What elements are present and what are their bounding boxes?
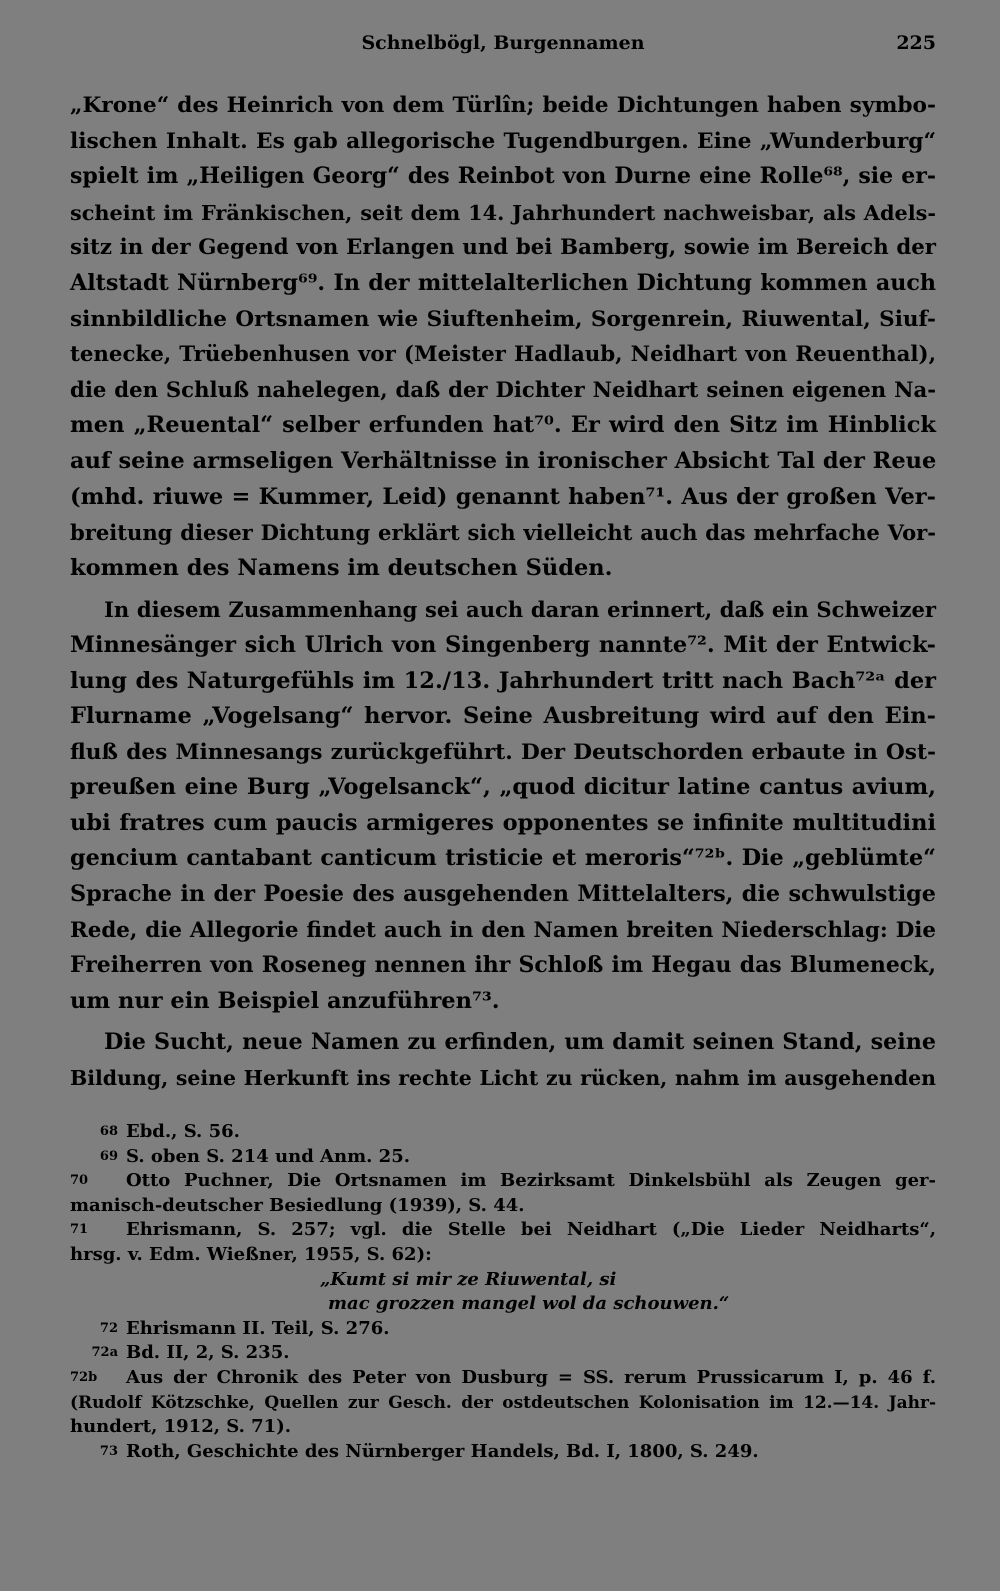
text-line: gencium cantabant canticum tristicie et meroris“⁷²ᵇ. Die „geblümte“: [70, 845, 936, 872]
footnote-72b: [70, 1366, 936, 1391]
text-line: spielt im „Heiligen Georg“ des Reinbot von Durne eine Rolle⁶⁸, sie er-: [70, 163, 936, 190]
text-line: tenecke, Trüebenhusen vor (Meister Hadlaub, Neidhart von Reuenthal),: [70, 342, 936, 368]
footnote-68: [70, 1120, 936, 1145]
footnote-73: [70, 1440, 936, 1465]
page-number: 225: [896, 32, 936, 54]
text-line: Freiherren von Roseneg nennen ihr Schloß im Hegau das Blumeneck,: [70, 952, 936, 979]
text-line: die den Schluß nahelegen, daß der Dichter Neidhart seinen eigenen Na-: [70, 377, 936, 403]
text-line: preußen eine Burg „Vogelsanck“, „quod dicitur latine cantus avium,: [70, 774, 936, 801]
footnote-text: S. oben S. 214 und Anm. 25.: [126, 1145, 410, 1167]
footnote-70-continued: manisch-deutscher Besiedlung (1939), S. 44.: [70, 1194, 525, 1216]
footnote-72b-continued-2: hundert, 1912, S. 71).: [70, 1416, 291, 1438]
footnote-text: Ebd., S. 56.: [126, 1121, 240, 1142]
paragraph-3: [70, 1025, 936, 1096]
footnote-number: 68: [99, 1124, 118, 1139]
text-line: lischen Inhalt. Es gab allegorische Tugendburgen. Eine „Wunderburg“: [70, 128, 936, 154]
footnote-text: Otto Puchner, Die Ortsnamen im Bezirksamt Dinkelsbühl als Zeugen ger-: [126, 1170, 936, 1192]
footnote-71-quote-line-2: mac grozzen mangel wol da schouwen.“: [328, 1293, 730, 1315]
paragraph-2: [70, 592, 936, 1019]
text-line: (mhd. riuwe = Kummer, Leid) genannt haben⁷¹. Aus der großen Ver-: [70, 483, 936, 510]
running-head: [70, 32, 936, 62]
text-line: fluß des Minnesangs zurückgeführt. Der Deutschorden erbaute in Ost-: [70, 739, 936, 765]
footnote-71-continued: hrsg. v. Edm. Wießner, 1955, S. 62):: [70, 1243, 432, 1265]
main-text: [70, 88, 936, 1097]
text-line: scheint im Fränkischen, seit dem 14. Jahrhundert nachweisbar, als Adels-: [70, 199, 936, 225]
text-line: Die Sucht, neue Namen zu erfinden, um damit seinen Stand, seine: [104, 1029, 936, 1056]
text-line: Bildung, seine Herkunft ins rechte Licht zu rücken, nahm im ausgehenden: [70, 1066, 936, 1091]
text-line: Minnesänger sich Ulrich von Singenberg nannte⁷². Mit der Entwick-: [70, 631, 936, 658]
text-line: lung des Naturgefühls im 12./13. Jahrhundert tritt nach Bach⁷²ᵃ der: [70, 667, 936, 694]
text-line: kommen des Namens im deutschen Süden.: [70, 554, 613, 581]
footnotes: [70, 1120, 936, 1464]
text-line: sinnbildliche Ortsnamen wie Siuftenheim, Sorgenrein, Riuwental, Siuf-: [70, 306, 936, 332]
paragraph-1: [70, 88, 936, 586]
footnote-number: 69: [99, 1148, 118, 1164]
footnote-71: [70, 1218, 936, 1243]
text-line: sitz in der Gegend von Erlangen und bei Bamberg, sowie im Bereich der: [70, 235, 936, 261]
footnote-number: 72a: [91, 1345, 118, 1361]
text-line: um nur ein Beispiel anzuführen⁷³.: [70, 987, 500, 1014]
footnote-number: 70: [70, 1173, 89, 1189]
footnote-number: 72: [99, 1320, 118, 1336]
text-line: „Krone“ des Heinrich von dem Türlîn; beide Dichtungen haben symbo-: [70, 93, 936, 118]
footnote-text: Ehrismann II. Teil, S. 276.: [126, 1317, 390, 1339]
footnote-72b-continued-1: (Rudolf Kötzschke, Quellen zur Gesch. der ostdeutschen Kolonisation im 12.—14. Jahr-: [70, 1392, 936, 1413]
footnote-text: Roth, Geschichte des Nürnberger Handels, Bd. I, 1800, S. 249.: [126, 1440, 759, 1462]
text-line: breitung dieser Dichtung erklärt sich vielleicht auch das mehrfache Vor-: [70, 520, 936, 546]
text-line: Rede, die Allegorie findet auch in den Namen breiten Niederschlag: Die: [70, 917, 936, 943]
text-line: Altstadt Nürnberg⁶⁹. In der mittelalterlichen Dichtung kommen auch: [70, 269, 936, 296]
footnote-72a: [70, 1341, 936, 1366]
footnote-text: Aus der Chronik des Peter von Dusburg = SS. rerum Prussicarum I, p. 46 f.: [126, 1366, 936, 1388]
text-line: men „Reuental“ selber erfunden hat⁷⁰. Er wird den Sitz im Hinblick: [70, 412, 936, 439]
footnote-number: 72b: [70, 1369, 98, 1385]
book-page: [70, 0, 936, 1591]
footnote-69: [70, 1145, 936, 1170]
footnote-text: Ehrismann, S. 257; vgl. die Stelle bei Neidhart („Die Lieder Neidharts“,: [126, 1219, 936, 1241]
footnote-72: [70, 1317, 936, 1342]
text-line: Sprache in der Poesie des ausgehenden Mittelalters, die schwulstige: [70, 881, 936, 908]
footnote-number: 71: [70, 1222, 89, 1238]
footnote-70: [70, 1169, 936, 1194]
footnote-number: 73: [99, 1443, 118, 1459]
text-line: ubi fratres cum paucis armigeres opponentes se infinite multitudini: [70, 809, 936, 836]
footnote-71-quote-line-1: „Kumt si mir ze Riuwental, si: [320, 1268, 617, 1290]
text-line: In diesem Zusammenhang sei auch daran erinnert, daß ein Schweizer: [104, 597, 936, 623]
text-line: Flurname „Vogelsang“ hervor. Seine Ausbreitung wird auf den Ein-: [70, 703, 936, 730]
text-line: auf seine armseligen Verhältnisse in ironischer Absicht Tal der Reue: [70, 447, 937, 474]
running-title: Schnelbögl, Burgennamen: [361, 32, 645, 54]
footnote-text: Bd. II, 2, S. 235.: [126, 1342, 290, 1364]
